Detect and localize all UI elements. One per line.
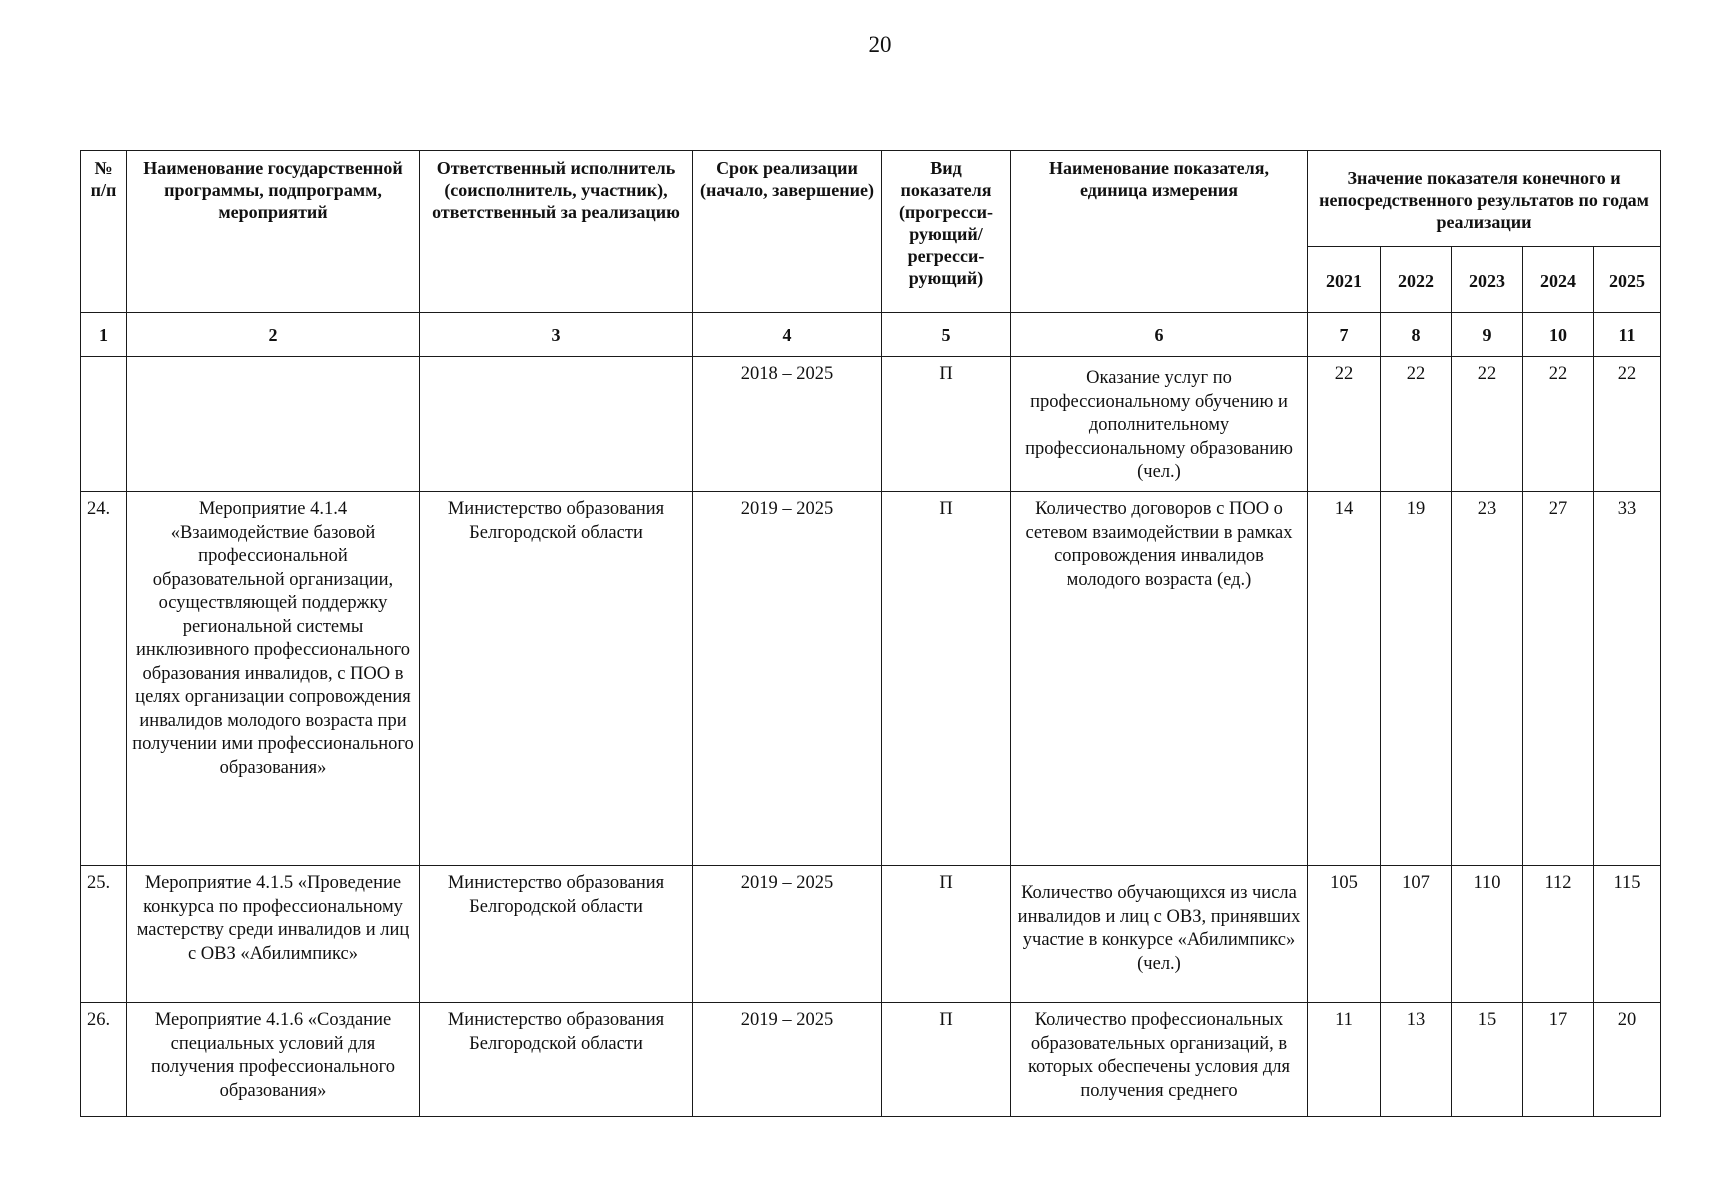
row-value-2023: 110 <box>1452 866 1523 1003</box>
row-indicator: Количество обучающихся из числа инвалидов и лиц с ОВЗ, принявших участие в конкурсе «Абилимпикс» (чел.) <box>1011 866 1308 1003</box>
row-value-2022: 19 <box>1381 492 1452 866</box>
row-type: П <box>882 492 1011 866</box>
row-value-2025: 22 <box>1594 357 1661 492</box>
row-value-2023: 23 <box>1452 492 1523 866</box>
row-value-2024: 112 <box>1523 866 1594 1003</box>
column-number-10: 10 <box>1523 313 1594 357</box>
header-num: № п/п <box>81 151 127 313</box>
table-row <box>81 1003 1661 1117</box>
row-term: 2019 – 2025 <box>693 866 882 1003</box>
header-term: Срок реализации (начало, завершение) <box>693 151 882 313</box>
row-term: 2019 – 2025 <box>693 1003 882 1117</box>
row-name: Мероприятие 4.1.5 «Проведение конкурса по профессиональному мастерству среди инвалидов и лиц с ОВЗ «Абилимпикс» <box>127 866 420 1003</box>
row-value-2025: 115 <box>1594 866 1661 1003</box>
header-year-2021: 2021 <box>1308 247 1381 313</box>
row-value-2021: 22 <box>1308 357 1381 492</box>
row-num: 24. <box>81 492 127 866</box>
column-number-11: 11 <box>1594 313 1661 357</box>
row-value-2025: 33 <box>1594 492 1661 866</box>
row-term: 2019 – 2025 <box>693 492 882 866</box>
row-executor: Министерство образования Белгородской области <box>420 1003 693 1117</box>
header-executor: Ответственный исполнитель (соисполнитель, участник), ответственный за реализацию <box>420 151 693 313</box>
row-value-2021: 14 <box>1308 492 1381 866</box>
column-number-4: 4 <box>693 313 882 357</box>
row-executor <box>420 357 693 492</box>
column-number-2: 2 <box>127 313 420 357</box>
row-num <box>81 357 127 492</box>
header-values-group: Значение показателя конечного и непосредственного результатов по годам реализации <box>1308 151 1661 247</box>
header-year-2024: 2024 <box>1523 247 1594 313</box>
header-indicator: Наименование показателя, единица измерения <box>1011 151 1308 313</box>
row-value-2024: 22 <box>1523 357 1594 492</box>
row-indicator: Количество профессиональных образовательных организаций, в которых обеспечены условия для получения среднего <box>1011 1003 1308 1117</box>
row-value-2022: 107 <box>1381 866 1452 1003</box>
row-name: Мероприятие 4.1.6 «Создание специальных условий для получения профессионального образования» <box>127 1003 420 1117</box>
row-value-2024: 17 <box>1523 1003 1594 1117</box>
row-executor: Министерство образования Белгородской области <box>420 866 693 1003</box>
header-name: Наименование государственной программы, подпрограмм, мероприятий <box>127 151 420 313</box>
table-row <box>81 357 1661 492</box>
page-number: 20 <box>868 32 892 57</box>
row-value-2023: 15 <box>1452 1003 1523 1117</box>
row-indicator: Количество договоров с ПОО о сетевом взаимодействии в рамках сопровождения инвалидов молодого возраста (ед.) <box>1011 492 1308 866</box>
table-row <box>81 866 1661 1003</box>
column-number-9: 9 <box>1452 313 1523 357</box>
column-number-7: 7 <box>1308 313 1381 357</box>
row-value-2022: 22 <box>1381 357 1452 492</box>
row-name: Мероприятие 4.1.4 «Взаимодействие базовой профессиональной образовательной организации, осуществляющей поддержку региональной системы инклюзивного профессионального образования инвалидов, с ПОО в целях организации сопровождения инвалидов молодого возраста при получении ими профессионального образования» <box>127 492 420 866</box>
row-value-2022: 13 <box>1381 1003 1452 1117</box>
column-number-6: 6 <box>1011 313 1308 357</box>
table-row <box>81 492 1661 866</box>
row-term: 2018 – 2025 <box>693 357 882 492</box>
row-type: П <box>882 866 1011 1003</box>
header-type: Вид показателя (прогресси-рующий/ регресси-рующий) <box>882 151 1011 313</box>
column-number-5: 5 <box>882 313 1011 357</box>
column-number-1: 1 <box>81 313 127 357</box>
program-table <box>80 150 1661 1117</box>
column-number-3: 3 <box>420 313 693 357</box>
row-value-2021: 105 <box>1308 866 1381 1003</box>
row-value-2023: 22 <box>1452 357 1523 492</box>
row-name <box>127 357 420 492</box>
header-year-2025: 2025 <box>1594 247 1661 313</box>
row-type: П <box>882 357 1011 492</box>
row-indicator: Оказание услуг по профессиональному обучению и дополнительному профессиональному образованию (чел.) <box>1011 357 1308 492</box>
row-value-2025: 20 <box>1594 1003 1661 1117</box>
header-year-2023: 2023 <box>1452 247 1523 313</box>
column-number-8: 8 <box>1381 313 1452 357</box>
row-value-2024: 27 <box>1523 492 1594 866</box>
row-executor: Министерство образования Белгородской области <box>420 492 693 866</box>
header-year-2022: 2022 <box>1381 247 1452 313</box>
row-num: 25. <box>81 866 127 1003</box>
row-num: 26. <box>81 1003 127 1117</box>
row-value-2021: 11 <box>1308 1003 1381 1117</box>
row-type: П <box>882 1003 1011 1117</box>
